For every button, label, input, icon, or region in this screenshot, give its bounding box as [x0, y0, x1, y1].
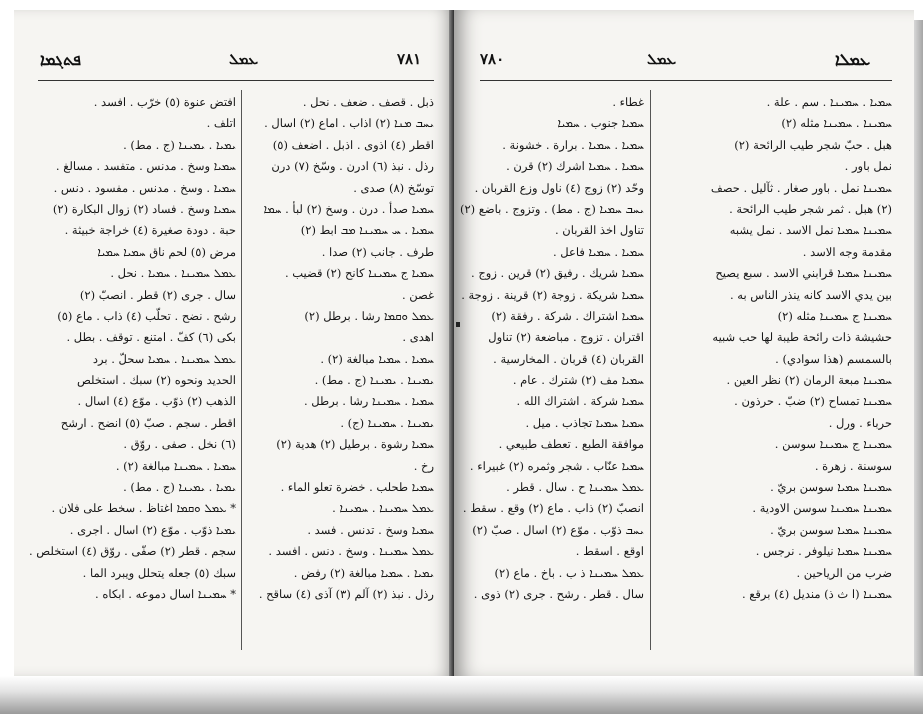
- entry-line: ܚܡܝܐ . ܚܡܝܐ اشرك (٢) قرن .: [506, 159, 644, 174]
- entry-line: ܥܡܠ ܚܡܝܢܐ . ܚܡܝܐ سحلّ . برد: [92, 351, 236, 366]
- entry-line: ܝܚܒ ܚܡܝܐ (ج . مط) . وتزوج . باضع (٢): [459, 201, 644, 216]
- entry-line: اهدى .: [402, 330, 434, 345]
- entry-line: اقتران . تزوج . مباضعة (٢) تناول: [488, 330, 644, 345]
- entry-line: ܚܡܝܐ ج ܚܡܝܢܐ كانح (٢) قضيب .: [284, 266, 434, 281]
- entry-line: تناول اخذ القربان .: [554, 223, 644, 238]
- entry-line: ܝܡܝܐ . ܝܡܝܢܐ (ج . مط) .: [123, 137, 236, 152]
- entry-line: ܚܡܝܐ اشتراك . شركة . رفقة (٢): [491, 308, 644, 323]
- entry-line: ܚܡܝܐ . ܚ ܚܡܝܢܐ ܡܒ ابط (٢): [300, 223, 434, 238]
- entry-line: حرباء . ورل .: [828, 415, 892, 430]
- entry-line: ܚܡܝܐ . ܚܡܝܢܐ رشا . برطل .: [303, 394, 434, 409]
- entry-line: ܚܡܝܐ شريك . رفيق (٢) قرين . زوج .: [471, 266, 644, 281]
- page-notch: [456, 322, 460, 327]
- entry-line: سجم . قطر (٢) صفّى . روّق (٤) استخلص .: [28, 544, 236, 559]
- entry-line: اقطر (٤) اذوى . اذبل . اضعف (٥): [272, 137, 434, 152]
- entry-line: غطاء .: [612, 95, 644, 109]
- left-inner-column: [246, 92, 434, 605]
- entry-line: توسّخ (٨) صدى .: [353, 180, 434, 195]
- entry-line: ܚܡܝܢܐ ܚܡܝܐ نيلوفر . نرجس .: [755, 544, 892, 559]
- entry-line: ܚܡܝܐ صدأ . درن . وسخ (٢) لبأ . ܚܡܐ: [263, 201, 434, 216]
- entry-line: ܝܡܝܐ ذوّب . موّع (٢) اسال . اجرى .: [69, 522, 236, 537]
- entry-line: ܚܡܝܢܐ نمل . باور صغار . ثآليل . حصف: [710, 180, 892, 195]
- right-page-header: [454, 50, 914, 76]
- entry-line: ܚܡܝܐ . ܚܡܝܐ فاعل .: [552, 244, 644, 259]
- entry-line: الحديد ونحوه (٢) سبك . استخلص: [76, 373, 236, 388]
- left-page-number: ٧٨١: [397, 50, 422, 68]
- left-outer-column: [28, 92, 236, 605]
- entry-line: ܥܡܠ ܘܩܡܐ رشا . برطل (٢): [304, 308, 434, 323]
- entry-line: ذبل . قصف . ضعف . نحل .: [302, 95, 434, 109]
- entry-line: ܚܡܝܢܐ ܚܡܝܐ قرابني الاسد . سبع يصيح: [715, 266, 892, 281]
- entry-line: ܚܡܝܐ شركة . اشتراك الله .: [516, 394, 644, 409]
- entry-line: نمل باور .: [844, 159, 892, 174]
- entry-line: (٦) نخل . صفى . روّق .: [123, 437, 236, 452]
- entry-line: ܚܡܝܐ وسخ . مدنس . متفسد . مسالغ .: [55, 159, 236, 174]
- entry-line: ܚܡܝܐ . ܚܡܝܢܐ . سم . علة .: [766, 95, 892, 109]
- entry-line: ܥܡܠ ܚܡܝܢܐ ح . سال . قطر .: [506, 480, 644, 495]
- left-corner-word: ܦܬܓܡܐ: [40, 50, 81, 69]
- entry-line: ܚܡܝܢܐ ج ܚܡܝܢܐ مثله (٢): [777, 308, 892, 323]
- entry-line: سبك (٥) جعله يتحلل ويبرد الما .: [82, 565, 236, 580]
- entry-line: بين يدي الاسد كانه ينذر الناس به .: [729, 287, 892, 302]
- entry-line: بالسمسم (هذا سوادي) .: [775, 351, 892, 366]
- entry-line: موافقة الطبع . تعطف طبيعي .: [498, 437, 644, 452]
- entry-line: ܚܡܝܐ طحلب . خضرة تعلو الماء .: [280, 480, 434, 495]
- entry-line: اتلف .: [206, 116, 236, 131]
- right-inner-column: [459, 92, 644, 605]
- entry-line: ܚܡܝܐ . ܚܡܝܐ . برارة . خشونة .: [502, 137, 644, 152]
- left-column-divider: [241, 90, 242, 650]
- left-page-header: [14, 50, 454, 76]
- entry-line: ܚܡܝܐ وسخ . تدنس . فسد .: [307, 522, 434, 537]
- left-header-rule: [38, 80, 434, 81]
- entry-line: ܚܡܝܢܐ مبعة الرمان (٢) نظر العين .: [726, 373, 892, 388]
- entry-line: حشيشة ذات رائحة طيبة لها حب شبيه: [712, 330, 892, 345]
- entry-line: مرض (٥) لحم ناق ܚܡܝܐ ܚܡܝܐ: [97, 244, 236, 259]
- entry-line: ܝܡܝܢܐ . ܚܡܝܢܐ (ج) .: [340, 415, 434, 430]
- entry-line: رشح . نضح . تحلّب (٤) ذاب . ماع (٥): [57, 308, 236, 323]
- right-corner-word: ܥܡܠܐ: [835, 50, 871, 69]
- entry-line: غصن .: [401, 287, 434, 302]
- right-page-number: ٧٨٠: [480, 50, 505, 68]
- entry-line: مقدمة وجه الاسد .: [802, 244, 892, 259]
- entry-line: رذل . نبذ (٦) ادرن . وسّخ (٧) درن: [271, 159, 434, 174]
- entry-line: ضرب من الرياحين .: [796, 565, 892, 580]
- entry-line: انصبّ (٢) ذاب . ماع (٢) وقع . سقط .: [462, 501, 644, 516]
- entry-line: ܝܡܝܢܐ . ܝܡܝܢܐ (ج . مط) .: [314, 373, 434, 388]
- entry-line: الذهب (٢) ذوّب . موّع (٤) اسال .: [77, 394, 236, 409]
- entry-line: اوقع . اسقط .: [575, 544, 644, 559]
- entry-line: افتض عنوة (٥) خرّب . افسد .: [93, 95, 236, 109]
- entry-line: ܚܡܝܐ جنوب . ܚܡܝܐ: [557, 116, 644, 131]
- right-page-edge: [914, 20, 923, 676]
- entry-line: ܚܡܝܢܐ ܚܡܝܐ سوسن بريّ .: [770, 522, 892, 537]
- entry-line: ܝܡܝܐ . ܚܡܝܐ مبالغة (٢) رفض .: [293, 565, 434, 580]
- left-page: [14, 10, 454, 676]
- right-column-divider: [650, 90, 651, 650]
- entry-line: هبل . حبّ شجر طيب الرائحة (٢): [734, 137, 892, 152]
- entry-line: ܚܡܝܐ مف (٢) شترك . عام .: [512, 373, 644, 388]
- entry-line: اقطر . سجم . صبّ (٥) انضح . ارشح: [60, 415, 236, 430]
- entry-line: ܥܡܠ ܚܡܝܢܐ ذ ب . باخ . ماع (٢): [494, 565, 644, 580]
- entry-line: القربان (٤) قربان . المخارسية .: [493, 351, 644, 366]
- entry-line: بكى (٦) كفّ . امتنع . توقف . بطل .: [66, 330, 236, 345]
- entry-line: ܥܡܠ ܚܡܝܢܐ . وسخ . دنس . افسد .: [268, 544, 434, 559]
- entry-line: ܚܡܝܢܐ . ܚܡܝܢܐ مثله (٢): [781, 116, 892, 131]
- scan-bottom-shadow: [0, 676, 923, 714]
- entry-line: ܚܡܝܢܐ ܚܡܝܐ نمل الاسد . نمل يشبه: [729, 223, 892, 238]
- entry-line: ܥܡܠ ܚܡܝܢܐ . ܚܡܝܐ . نحل .: [110, 266, 236, 281]
- entry-line: سال . قطر . رشح . جرى (٢) ذوى .: [473, 586, 644, 601]
- entry-line: ܚܡܝܢܐ (ا ث ذ) منديل (٤) برقع .: [741, 586, 892, 601]
- right-center-word: ܥܡܠ: [647, 50, 677, 68]
- entry-line: وحّد (٢) زوج (٤) ناول وزع القربان .: [474, 180, 644, 195]
- entry-line: * ܥܡܠ ܘܩܡܐ اغتاظ . سخط على فلان .: [51, 501, 236, 516]
- right-outer-column: [656, 92, 892, 605]
- entry-line: ܥܡܠ ܚܡܝܢܐ . ܚܡܝܢܐ .: [332, 501, 434, 516]
- entry-line: ܝܚܒ ܡܢܐ (٢) اذاب . اماع (٢) اسال .: [264, 116, 434, 131]
- entry-line: سال . جرى (٢) قطر . انصبّ (٢): [79, 287, 236, 302]
- entry-line: * ܚܡܝܢܐ اسال دموعه . ابكاه .: [95, 586, 236, 601]
- left-center-word: ܥܡܠ: [229, 50, 259, 68]
- entry-line: رخ .: [413, 458, 434, 473]
- right-header-rule: [480, 80, 892, 81]
- entry-line: ܚܡܝܢܐ ܚܡܝܢܐ سوسن الاودية .: [752, 501, 892, 516]
- entry-line: ܚܡܝܐ . ܚܡܝܐ مبالغة (٢) .: [320, 351, 434, 366]
- entry-line: ܚܡܝܢܐ ج ܚܡܝܢܐ سوسن .: [774, 437, 892, 452]
- right-page: [454, 10, 914, 676]
- entry-line: ܚܡܝܢܐ تمساح (٢) ضبّ . حرذون .: [734, 394, 892, 409]
- entry-line: (٢) هبل . ثمر شجر طيب الرائحة .: [729, 201, 892, 216]
- entry-line: ܚܡܝܢܐ ܚܡܝܐ سوسن بريّ .: [770, 480, 892, 495]
- entry-line: ܚܡܝܐ . وسخ . مدنس . مفسود . دنس .: [53, 180, 236, 195]
- entry-line: ܝܚܒ ذوّب . موّع (٢) اسال . صبّ (٢): [472, 522, 644, 537]
- entry-line: حبة . دودة صغيرة (٤) خراجة خبيثة .: [64, 223, 236, 238]
- entry-line: ܚܡܝܐ ܚܡܝܐ تجاذب . ميل .: [525, 415, 644, 430]
- entry-line: ܚܡܝܐ شريكة . زوجة (٢) قرينة . زوجة .: [461, 287, 644, 302]
- entry-line: ܚܡܝܐ رشوة . برطيل (٢) هدية (٢): [276, 437, 434, 452]
- entry-line: رذل . نبذ (٢) آلم (٣) آذى (٤) ساقح .: [258, 586, 434, 601]
- entry-line: ܚܡܝܐ . ܚܡܝܢܐ مبالغة (٢) .: [115, 458, 236, 473]
- entry-line: طرف . جانب (٢) صدا .: [321, 244, 434, 259]
- entry-line: سوسنة . زهرة .: [814, 458, 892, 473]
- entry-line: ܝܡܝܐ . ܝܡܝܢܐ (ج . مط) .: [123, 480, 236, 495]
- entry-line: ܚܡܝܐ وسخ . فساد (٢) زوال البكارة (٢): [52, 201, 236, 216]
- entry-line: ܚܡܝܐ عنّاب . شجر وثمره (٢) غبيراء .: [469, 458, 644, 473]
